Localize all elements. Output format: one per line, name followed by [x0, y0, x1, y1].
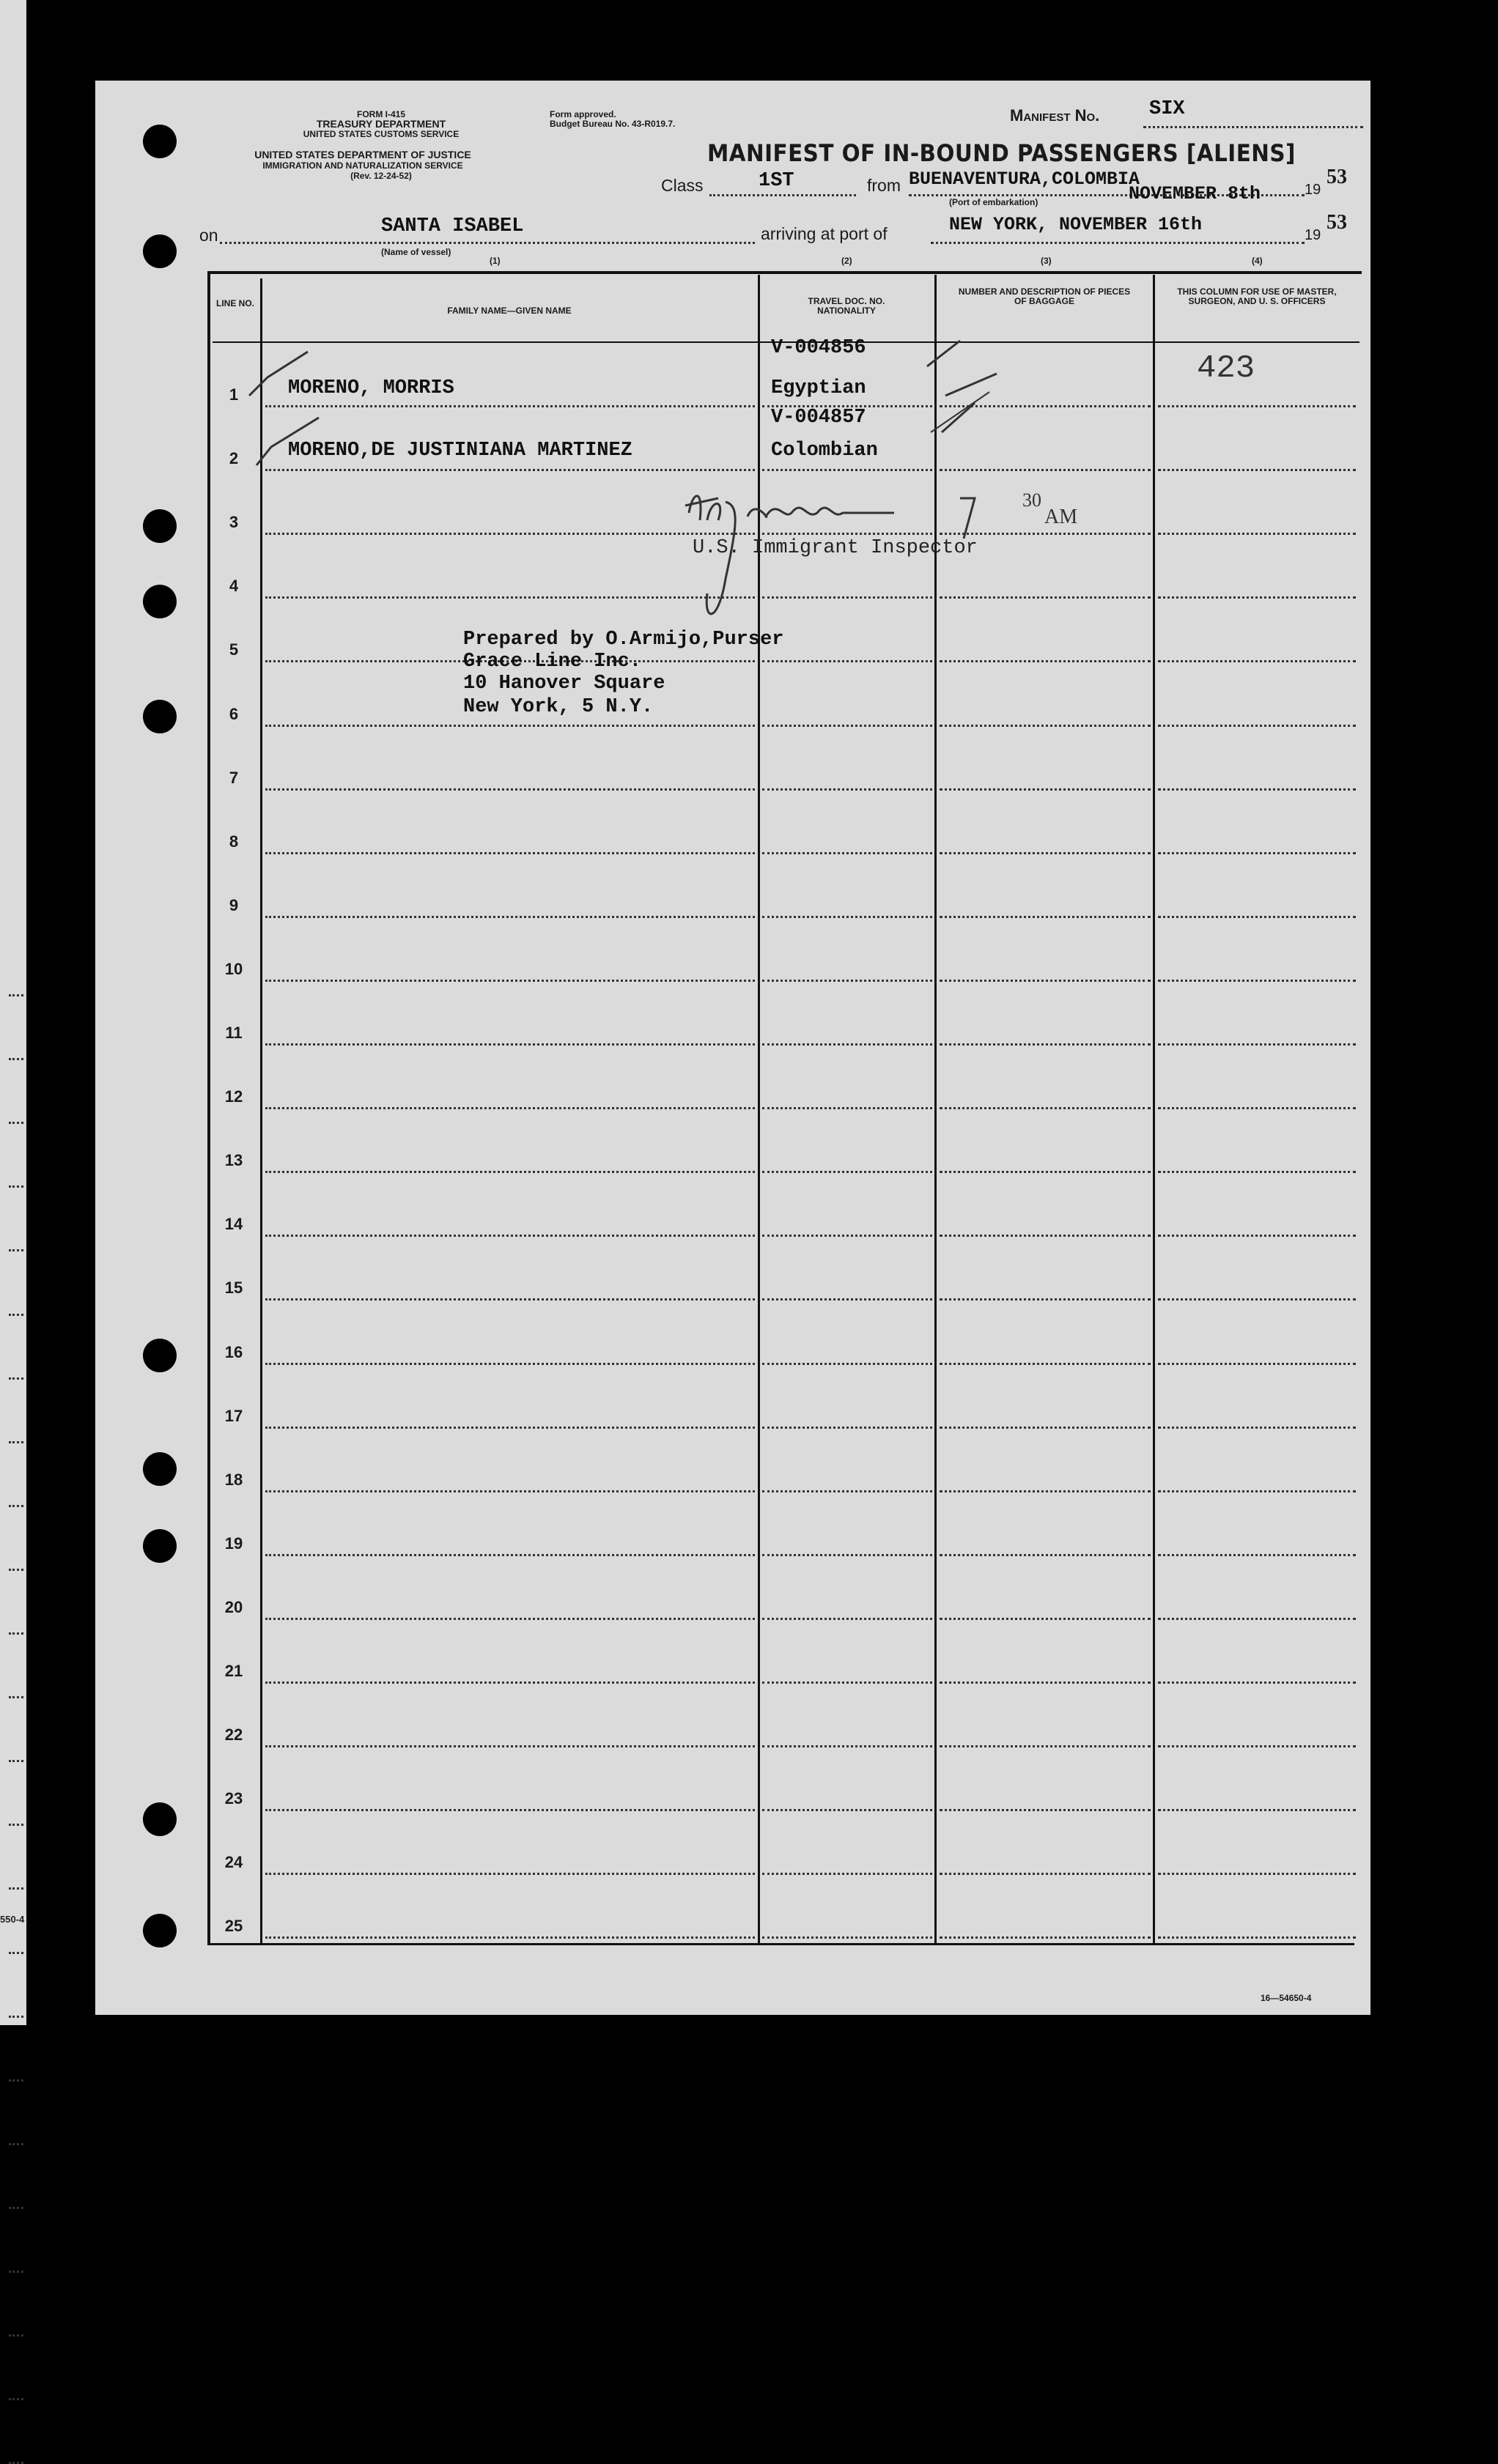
row-dotted-rule: [1158, 1554, 1356, 1556]
row-dotted-rule: [1158, 788, 1356, 791]
vessel-name: SANTA ISABEL: [381, 215, 524, 237]
row-dotted-rule: [940, 1363, 1151, 1365]
row-dotted-rule: [762, 852, 932, 854]
row-dotted-rule: [265, 1427, 755, 1429]
p1-name: MORENO, MORRIS: [288, 377, 454, 399]
row-dotted-rule: [762, 1298, 932, 1301]
embark-date: NOVEMBER 8th: [1129, 183, 1261, 204]
row-dotted-rule: [762, 469, 932, 471]
line-number: 13: [224, 1151, 243, 1169]
line-number: 9: [229, 896, 239, 914]
row-dotted-rule: [940, 1873, 1151, 1875]
row-dotted-rule: [1158, 1107, 1356, 1109]
punch-hole: [143, 234, 177, 268]
row-dotted-rule: [265, 725, 755, 727]
row-dotted-rule: [762, 1363, 932, 1365]
adjacent-dotted-rule: [9, 994, 23, 996]
p1-travel-doc: V-004856: [771, 337, 866, 359]
row-dotted-rule: [265, 1235, 755, 1237]
line-number: 7: [229, 769, 239, 787]
row-dotted-rule: [1158, 916, 1356, 918]
row-dotted-rule: [265, 1745, 755, 1747]
row-dotted-rule: [265, 1873, 755, 1875]
on-label: on: [199, 226, 218, 245]
header-travel-doc: TRAVEL DOC. NO. NATIONALITY: [808, 296, 885, 316]
row-dotted-rule: [265, 1681, 755, 1684]
line-number: 16: [224, 1343, 243, 1361]
adjacent-dotted-rule: [9, 1377, 23, 1380]
col3-number: (3): [1041, 256, 1052, 266]
header-baggage: NUMBER AND DESCRIPTION OF PIECES OF BAGGAGE: [958, 286, 1131, 306]
adjacent-dotted-rule: [9, 2079, 23, 2082]
row-dotted-rule: [940, 1171, 1151, 1173]
row-dotted-rule: [1158, 980, 1356, 982]
adjacent-dotted-rule: [9, 1887, 23, 1890]
table-left-rule: [207, 271, 210, 1945]
punch-hole: [143, 1529, 177, 1563]
punch-hole: [143, 1339, 177, 1372]
row-dotted-rule: [940, 1936, 1151, 1939]
line-number: 14: [224, 1215, 243, 1233]
dotted-rule: [220, 242, 755, 244]
row-dotted-rule: [940, 1490, 1151, 1492]
embark-year: 53: [1327, 166, 1347, 188]
row-dotted-rule: [940, 1618, 1151, 1620]
row-dotted-rule: [1158, 1298, 1356, 1301]
row-dotted-rule: [1158, 1235, 1356, 1237]
row-dotted-rule: [940, 980, 1151, 982]
line-number: 11: [225, 1024, 243, 1042]
adjacent-dotted-rule: [9, 1441, 23, 1443]
line-number: 1: [229, 385, 239, 404]
punch-hole: [143, 1802, 177, 1836]
adjacent-dotted-rule: [9, 1185, 23, 1188]
row-dotted-rule: [762, 725, 932, 727]
year-prefix-2: 19: [1305, 227, 1321, 243]
adjacent-dotted-rule: [9, 1632, 23, 1635]
p2-travel-doc: V-004857: [771, 407, 866, 429]
row-dotted-rule: [940, 1298, 1151, 1301]
dotted-rule: [1143, 126, 1363, 128]
row-dotted-rule: [762, 916, 932, 918]
ins-service: IMMIGRATION AND NATURALIZATION SERVICE: [262, 160, 463, 171]
adjacent-dotted-rule: [9, 1569, 23, 1571]
line-number: 21: [224, 1662, 243, 1680]
row-dotted-rule: [265, 980, 755, 982]
row-dotted-rule: [762, 1681, 932, 1684]
prepared-line3: 10 Hanover Square: [463, 673, 665, 695]
row-dotted-rule: [1158, 1618, 1356, 1620]
row-dotted-rule: [1158, 1490, 1356, 1492]
dotted-rule: [931, 242, 1305, 244]
col1-number: (1): [490, 256, 501, 266]
treasury-dept: TREASURY DEPARTMENT: [316, 118, 446, 130]
revision: (Rev. 12-24-52): [350, 171, 412, 181]
row-dotted-rule: [940, 1681, 1151, 1684]
punch-hole: [143, 509, 177, 543]
adjacent-dotted-rule: [9, 2334, 23, 2337]
row-dotted-rule: [1158, 1681, 1356, 1684]
adjacent-dotted-rule: [9, 1314, 23, 1316]
row-dotted-rule: [1158, 469, 1356, 471]
row-dotted-rule: [762, 788, 932, 791]
stamp-time-sup: 30: [1022, 489, 1041, 511]
row-dotted-rule: [1158, 1745, 1356, 1747]
adjacent-dotted-rule: [9, 2398, 23, 2400]
table-top-rule: [207, 271, 1362, 274]
row-dotted-rule: [762, 1427, 932, 1429]
row-dotted-rule: [1158, 1809, 1356, 1811]
row-dotted-rule: [762, 1745, 932, 1747]
class-value: 1ST: [759, 170, 794, 192]
arrival-value: NEW YORK, NOVEMBER 16th: [949, 214, 1203, 235]
adjacent-dotted-rule: [9, 1122, 23, 1124]
punch-hole: [143, 125, 177, 158]
row-dotted-rule: [265, 1809, 755, 1811]
row-dotted-rule: [265, 1490, 755, 1492]
row-dotted-rule: [940, 660, 1151, 662]
row-dotted-rule: [1158, 725, 1356, 727]
punch-hole: [143, 700, 177, 733]
adjacent-dotted-rule: [9, 1760, 23, 1762]
adjacent-dotted-rule: [9, 1249, 23, 1251]
budget-bureau: Budget Bureau No. 43-R019.7.: [550, 119, 676, 129]
vessel-caption: (Name of vessel): [381, 247, 451, 257]
row-dotted-rule: [940, 1809, 1151, 1811]
row-dotted-rule: [1158, 405, 1356, 407]
stamp-ampm: AM: [1044, 506, 1078, 528]
embark-caption: (Port of embarkation): [949, 197, 1038, 207]
row-dotted-rule: [762, 1618, 932, 1620]
row-dotted-rule: [1158, 1363, 1356, 1365]
header-name: FAMILY NAME—GIVEN NAME: [447, 306, 572, 316]
row-dotted-rule: [265, 1936, 755, 1939]
manifest-no-value: SIX: [1149, 98, 1185, 120]
adjacent-dotted-rule: [9, 2016, 23, 2018]
adjacent-dotted-rule: [9, 1952, 23, 1954]
adjacent-dotted-rule: [9, 2143, 23, 2145]
row-dotted-rule: [1158, 1873, 1356, 1875]
arrival-year: 53: [1327, 211, 1347, 234]
col-divider: [1153, 275, 1155, 1943]
justice-dept: UNITED STATES DEPARTMENT OF JUSTICE: [254, 149, 471, 160]
row-dotted-rule: [762, 1809, 932, 1811]
adjacent-dotted-rule: [9, 1696, 23, 1698]
prepared-line4: New York, 5 N.Y.: [463, 696, 654, 718]
row-dotted-rule: [762, 980, 932, 982]
row-dotted-rule: [762, 1554, 932, 1556]
check-marks-doc: [901, 337, 1048, 440]
class-label: Class: [661, 176, 704, 195]
line-number: 12: [224, 1087, 243, 1106]
row-dotted-rule: [940, 916, 1151, 918]
row-dotted-rule: [265, 1554, 755, 1556]
line-number: 17: [224, 1407, 243, 1425]
footer-code: 16—54650-4: [1261, 1993, 1312, 2003]
dotted-rule: [709, 194, 856, 196]
header-officers: THIS COLUMN FOR USE OF MASTER, SURGEON, AND U. S. OFFICERS: [1177, 286, 1337, 306]
line-number: 3: [229, 513, 239, 531]
form-approved: Form approved.: [550, 109, 616, 119]
row-dotted-rule: [1158, 1043, 1356, 1046]
line-number: 15: [224, 1279, 243, 1297]
line-number: 6: [229, 705, 239, 723]
row-dotted-rule: [265, 916, 755, 918]
header-line-no: LINE NO.: [215, 298, 254, 308]
row-dotted-rule: [762, 1235, 932, 1237]
row-dotted-rule: [940, 788, 1151, 791]
row-dotted-rule: [1158, 1171, 1356, 1173]
row-dotted-rule: [265, 1298, 755, 1301]
row-dotted-rule: [940, 1554, 1151, 1556]
check-marks: [242, 330, 403, 476]
col2-number: (2): [841, 256, 852, 266]
line-number: 5: [229, 640, 239, 659]
officer-number: 423: [1197, 350, 1255, 387]
row-dotted-rule: [1158, 533, 1356, 535]
p1-nationality: Egyptian: [771, 377, 866, 399]
p2-name: MORENO,DE JUSTINIANA MARTINEZ: [288, 440, 632, 462]
adjacent-dotted-rule: [9, 2271, 23, 2273]
row-dotted-rule: [940, 1235, 1151, 1237]
customs-service: UNITED STATES CUSTOMS SERVICE: [303, 129, 460, 139]
row-dotted-rule: [762, 1107, 932, 1109]
line-number: 18: [224, 1470, 243, 1489]
row-dotted-rule: [940, 469, 1151, 471]
row-dotted-rule: [1158, 1427, 1356, 1429]
col4-number: (4): [1252, 256, 1263, 266]
row-dotted-rule: [265, 1043, 755, 1046]
adjacent-dotted-rule: [9, 1505, 23, 1507]
manifest-no-label: Manifest No.: [1010, 106, 1100, 125]
line-number: 10: [224, 960, 243, 978]
row-dotted-rule: [1158, 1936, 1356, 1939]
punch-hole: [143, 585, 177, 618]
adjacent-dotted-rule: [9, 1824, 23, 1826]
prepared-line2: Grace Line Inc.: [463, 651, 642, 673]
from-label: from: [867, 176, 901, 195]
row-dotted-rule: [940, 725, 1151, 727]
row-dotted-rule: [940, 1427, 1151, 1429]
row-dotted-rule: [1158, 852, 1356, 854]
inspector-title: U.S. Immigrant Inspector: [693, 537, 978, 559]
row-dotted-rule: [265, 788, 755, 791]
prepared-line1: Prepared by O.Armijo,Purser: [463, 629, 784, 651]
from-value: BUENAVENTURA,COLOMBIA: [909, 169, 1140, 190]
adjacent-dotted-rule: [9, 2207, 23, 2209]
row-dotted-rule: [265, 1618, 755, 1620]
row-dotted-rule: [762, 1043, 932, 1046]
col-divider: [260, 278, 262, 1943]
row-dotted-rule: [265, 852, 755, 854]
row-dotted-rule: [762, 1873, 932, 1875]
row-dotted-rule: [1158, 596, 1356, 599]
arriving-label: arriving at port of: [761, 224, 888, 243]
line-number: 20: [224, 1598, 243, 1616]
row-dotted-rule: [940, 1745, 1151, 1747]
page-title: MANIFEST OF IN-BOUND PASSENGERS [ALIENS]: [707, 139, 1296, 167]
punch-hole: [143, 1452, 177, 1486]
row-dotted-rule: [1158, 660, 1356, 662]
line-number: 22: [224, 1725, 243, 1744]
row-dotted-rule: [265, 1171, 755, 1173]
row-dotted-rule: [940, 1043, 1151, 1046]
line-number: 2: [229, 449, 239, 467]
row-dotted-rule: [265, 1363, 755, 1365]
row-dotted-rule: [762, 1490, 932, 1492]
row-dotted-rule: [940, 1107, 1151, 1109]
line-number: 4: [229, 577, 239, 595]
row-dotted-rule: [940, 852, 1151, 854]
table-bottom-rule: [207, 1943, 1354, 1945]
row-dotted-rule: [762, 1171, 932, 1173]
row-dotted-rule: [265, 1107, 755, 1109]
row-dotted-rule: [762, 1936, 932, 1939]
punch-hole: [143, 1914, 177, 1947]
line-number: 8: [229, 832, 239, 851]
adjacent-page: [0, 0, 26, 2025]
row-dotted-rule: [762, 660, 932, 662]
adjacent-page-code: 550-4: [0, 1914, 25, 1925]
line-number: 19: [224, 1534, 243, 1553]
adjacent-dotted-rule: [9, 1058, 23, 1060]
line-number: 23: [224, 1789, 243, 1808]
line-number: 24: [224, 1853, 243, 1871]
year-prefix: 19: [1305, 182, 1321, 198]
line-number: 25: [224, 1917, 243, 1935]
p2-nationality: Colombian: [771, 440, 878, 462]
form-number: FORM I-415: [356, 109, 405, 119]
